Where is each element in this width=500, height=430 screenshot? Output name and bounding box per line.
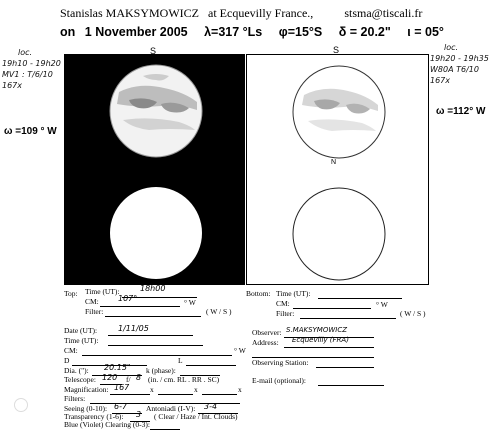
note-line: 167x (2, 81, 23, 90)
top-cm-value: 107° (118, 294, 138, 303)
south-marker-right: S (333, 45, 340, 55)
iota-value: ι = 05° (407, 25, 444, 39)
note-line: 167x (430, 76, 451, 85)
note-line: 19h10 - 19h20 (2, 59, 61, 68)
telescope-label: Telescope: (64, 375, 96, 384)
bottom-cm-field[interactable] (293, 308, 371, 309)
seeing-value: 6-7 (114, 402, 128, 411)
dia-label: Dia. ("): (64, 366, 89, 375)
bottom-time-label: Time (UT): (276, 289, 311, 298)
email-label: E-mail (optional): (252, 376, 306, 385)
observation-date: 1 November 2005 (84, 25, 188, 39)
mag-value: 167 (114, 383, 130, 392)
bottom-filter-field[interactable] (300, 318, 396, 319)
k-label: k (phase): (146, 366, 176, 375)
left-drawing-panel (64, 46, 245, 285)
address-field[interactable] (284, 347, 374, 348)
observer-name: Stanislas MAKSYMOWICZ (60, 6, 200, 20)
f-value: 8 (136, 373, 142, 382)
observer-email: stsma@tiscali.fr (344, 6, 423, 20)
note-line: loc. (18, 48, 33, 57)
address-label: Address: (252, 338, 279, 347)
mag3-field[interactable] (202, 394, 237, 395)
header-ephemeris-line (60, 25, 457, 39)
seeing-label: Seeing (0-10): (64, 404, 108, 413)
delta-value: δ = 20.2" (338, 25, 391, 39)
mag-x-2: x (194, 385, 198, 394)
top-label: Top: (64, 289, 78, 298)
top-time-value: 18h00 (140, 284, 166, 293)
transparency-value: 3 (136, 410, 142, 419)
bottom-ws: ( W / S ) (400, 309, 426, 318)
observer-location: at Ecquevilly France., (208, 6, 314, 20)
bottom-filter-label: Filter: (276, 309, 295, 318)
top-cm-label: CM: (85, 297, 99, 306)
left-omega-value: ω =109 ° W (4, 126, 57, 137)
planet-drawing-top-right (292, 65, 386, 159)
filters-label: Filters: (64, 394, 86, 403)
right-drawing-panel (246, 45, 429, 285)
bottom-cm-unit: ° W (376, 300, 388, 309)
top-ws: ( W / S ) (206, 307, 232, 316)
cm2-unit: ° W (234, 346, 246, 355)
email-field[interactable] (318, 385, 384, 386)
mag-x-3: x (238, 385, 242, 394)
telescope-value: 120 (102, 373, 118, 382)
planet-disk-bottom-left (109, 186, 203, 280)
antoniadi-value: 3-4 (204, 402, 218, 411)
date-label: Date (UT): (64, 326, 98, 335)
note-line: 19h20 - 19h35 (430, 54, 489, 63)
cm2-field[interactable] (82, 355, 232, 356)
station-field[interactable] (316, 367, 374, 368)
bottom-label: Bottom: (246, 289, 271, 298)
ls-field[interactable] (186, 365, 236, 366)
station-label: Observing Station: (252, 358, 309, 367)
transparency-label: Transparency (1-6): (64, 412, 124, 421)
mag2-field[interactable] (158, 394, 193, 395)
south-marker-left: S (150, 46, 157, 56)
note-line: MV1 : T/6/10 (2, 70, 53, 79)
address-value: Ecquevilly (FRA) (292, 336, 349, 344)
mag-label: Magnification: (64, 385, 109, 394)
mag-field[interactable] (110, 394, 150, 395)
right-handwritten-note (430, 42, 498, 86)
note-line: W80A T6/10 (430, 65, 479, 74)
bottom-time-field[interactable] (318, 298, 402, 299)
top-filter-field[interactable] (105, 316, 201, 317)
telescope-units: (in. / cm. RL . RR . SC) (148, 375, 220, 384)
lambda-value: λ=317 °Ls (204, 25, 263, 39)
observer-value: S.MAKSYMOWICZ (286, 326, 348, 334)
left-handwritten-note (2, 47, 62, 91)
north-marker-right: N (331, 159, 337, 166)
header-observer-line (60, 6, 422, 21)
right-omega-value: ω =112° W (436, 106, 486, 117)
cm2-label: CM: (64, 346, 78, 355)
note-line: loc. (444, 43, 459, 52)
date-value: 1/11/05 (118, 324, 149, 333)
ls-label: L (178, 356, 183, 365)
mag-x-1: x (150, 385, 154, 394)
phi-value: φ=15°S (278, 25, 323, 39)
top-cm-unit: ° W (184, 298, 196, 307)
top-cm-field[interactable] (100, 306, 180, 307)
dia-value: 20.15" (104, 363, 131, 372)
top-filter-label: Filter: (85, 307, 104, 316)
planet-disk-bottom-right (292, 187, 386, 281)
date-field[interactable] (108, 335, 193, 336)
punch-hole (14, 398, 28, 412)
top-time-label: Time (UT): (85, 287, 120, 296)
bottom-cm-label: CM: (276, 299, 290, 308)
time2-label: Time (UT): (64, 336, 99, 345)
time2-field[interactable] (108, 345, 203, 346)
ds-label: D (64, 356, 70, 365)
antoniadi-label: Antoniadi (I-V): (146, 404, 196, 413)
date-prefix: on (60, 25, 76, 39)
f-label: f/ (126, 375, 131, 384)
observer-label: Observer: (252, 328, 282, 337)
planet-drawing-top-left (109, 64, 203, 158)
transparency-options: ( Clear / Haze / Int. Clouds) (154, 412, 238, 421)
blue-clearing-label: Blue (Violet) Clearing (0-3): (64, 420, 150, 429)
